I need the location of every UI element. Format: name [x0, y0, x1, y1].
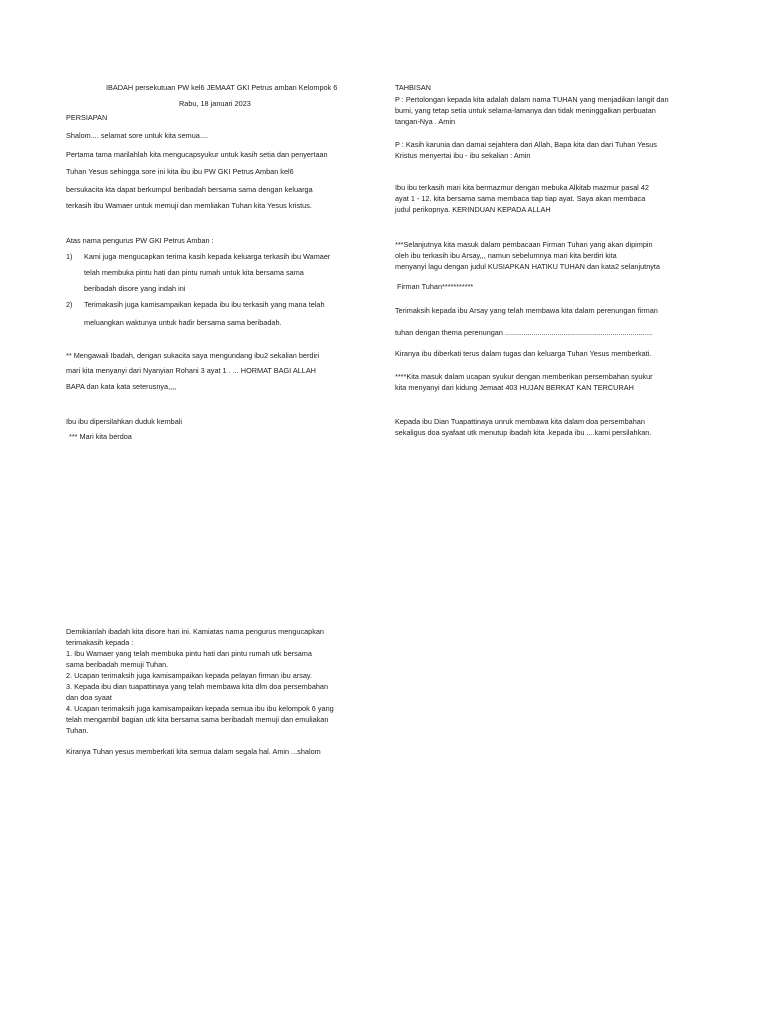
firman-text: menyanyi lagu dengan judul KUSIAPKAN HATIKU TUHAN dan kata2 selanjutnyta — [395, 262, 660, 271]
blessing-text: Kristus menyertai ibu - ibu sekalian : Amin — [395, 151, 531, 160]
tahbisan-heading: TAHBISAN — [395, 83, 431, 92]
intro-text: Tuhan Yesus sehingga sore ini kita ibu ibu PW GKI Petrus Amban kel6 — [66, 167, 294, 176]
closing-text: 3. Kepada ibu dian tuapattinaya yang telah membawa kita dlm doa persembahan — [66, 682, 329, 691]
document-title: IBADAH persekutuan PW kel6 JEMAAT GKI Petrus amban Kelompok 6 — [106, 83, 338, 92]
closing-final-text: Kiranya Tuhan yesus memberkati kita semua dalam segala hal. Amin ...shalom — [66, 747, 321, 756]
closing-text: 1. Ibu Wamaer yang telah membuka pintu hati dan pintu rumah utk bersama — [66, 649, 312, 658]
mengawali-text: mari kita menyanyi dari Nyanyian Rohani 3 ayat 1 . ... HORMAT BAGI ALLAH — [66, 366, 316, 375]
closing-text: 2. Ucapan terimaksih juga kamisampaikan kepada pelayan firman ibu arsay. — [66, 671, 313, 680]
tahbisan-text: tangan-Nya . Amin — [395, 117, 456, 126]
list-item-text: meluangkan waktunya untuk hadir bersama sama beribadah. — [84, 318, 282, 327]
mengawali-text: ** Mengawali Ibadah, dengan sukacita saya mengundang ibu2 sekalian berdiri — [66, 351, 320, 360]
tahbisan-text: bumi, yang tetap setia untuk selama-lamanya dan tidak meninggalkan perbuatan — [395, 106, 656, 115]
tahbisan-text: P : Pertolongan kepada kita adalah dalam nama TUHAN yang menjadikan langit dan — [395, 95, 669, 104]
intro-text: bersukacita kta dapat berkumpul beribadah bersama sama dengan keluarga — [66, 185, 313, 194]
closing-text: Demikianlah ibadah kita disore hari ini. Kamiatas nama pengurus mengucapkan — [66, 627, 324, 636]
mazmur-text: ayat 1 - 12. kita bersama sama membaca tiap tiap ayat. Saya akan membaca — [395, 194, 646, 203]
firman-text: oleh ibu terkasih ibu Arsay,,, namun sebelumnya mari kita berdiri kita — [395, 251, 617, 260]
terimakasih-text: Terimaksih kepada ibu Arsay yang telah membawa kita dalam perenungan firman — [395, 306, 658, 315]
closing-text: Tuhan. — [66, 726, 89, 735]
closing-text: terimakasih kepada : — [66, 638, 134, 647]
list-number: 2) — [66, 300, 73, 309]
closing-text: sama beribadah memuji Tuhan. — [66, 660, 169, 669]
firman-tuhan-label: Firman Tuhan*********** — [397, 282, 474, 291]
syukur-text: kita menyanyi dari kidung Jemaat 403 HUJAN BERKAT KAN TERCURAH — [395, 383, 634, 392]
blessing-text: P : Kasih karunia dan damai sejahtera dari Allah, Bapa kita dan dari Tuhan Yesus — [395, 140, 657, 149]
mengawali-text: BAPA dan kata kata seterusnya,,,, — [66, 382, 177, 391]
instruction-text: Ibu ibu dipersilahkan duduk kembali — [66, 417, 183, 426]
list-item-text: Kami juga mengucapkan terima kasih kepada keluarga terkasih ibu Wamaer — [84, 252, 331, 261]
doa-text: sekaligus doa syafaat utk menutup ibadah kita .kepada ibu ....kami persilahkan. — [395, 428, 652, 437]
closing-text: telah mengambil bagian utk kita bersama sama beribadah memuji dan emuliakan — [66, 715, 329, 724]
list-item-text: telah membuka pintu hati dan pintu rumah untuk kita bersama sama — [84, 268, 304, 277]
kiranya-text: Kiranya ibu diberkati terus dalam tugas dan keluarga Tuhan Yesus memberkati. — [395, 349, 652, 358]
doa-text: Kepada ibu Dian Tuapattinaya unruk membawa kita dalam doa persembahan — [395, 417, 645, 426]
mazmur-text: Ibu ibu terkasih mari kita bermazmur dengan mebuka Alkitab mazmur pasal 42 — [395, 183, 649, 192]
mazmur-text: judul perikopnya. KERINDUAN KEPADA ALLAH — [395, 205, 551, 214]
list-item-text: beribadah disore yang indah ini — [84, 284, 186, 293]
greeting-text: Shalom.... selamat sore untuk kita semua.... — [66, 131, 208, 140]
pengurus-heading: Atas nama pengurus PW GKI Petrus Amban : — [66, 236, 214, 245]
closing-text: 4. Ucapan terimaksih juga kamisampaikan kepada semua ibu ibu kelompok 6 yang — [66, 704, 334, 713]
closing-text: dan doa syaat — [66, 693, 112, 702]
instruction-text: *** Mari kita berdoa — [69, 432, 132, 441]
terimakasih-text: tuhan dengan thema perenungan ......................................................................... — [395, 328, 653, 337]
section-heading: PERSIAPAN — [66, 113, 108, 122]
list-item-text: Terimakasih juga kamisampaikan kepada ibu ibu terkasih yang mana telah — [84, 300, 325, 309]
list-number: 1) — [66, 252, 73, 261]
intro-text: Pertama tama marilahlah kita mengucapsyukur untuk kasih setia dan penyertaan — [66, 150, 328, 159]
document-date: Rabu, 18 januari 2023 — [179, 99, 251, 108]
firman-text: ***Selanjutnya kita masuk dalam pembacaan Firman Tuhan yang akan dipimpin — [395, 240, 653, 249]
syukur-text: ****Kita masuk dalam ucapan syukur dengan memberikan persembahan syukur — [395, 372, 653, 381]
intro-text: terkasih ibu Wamaer untuk memuji dan memliakan Tuhan kita Yesus kristus. — [66, 201, 312, 210]
